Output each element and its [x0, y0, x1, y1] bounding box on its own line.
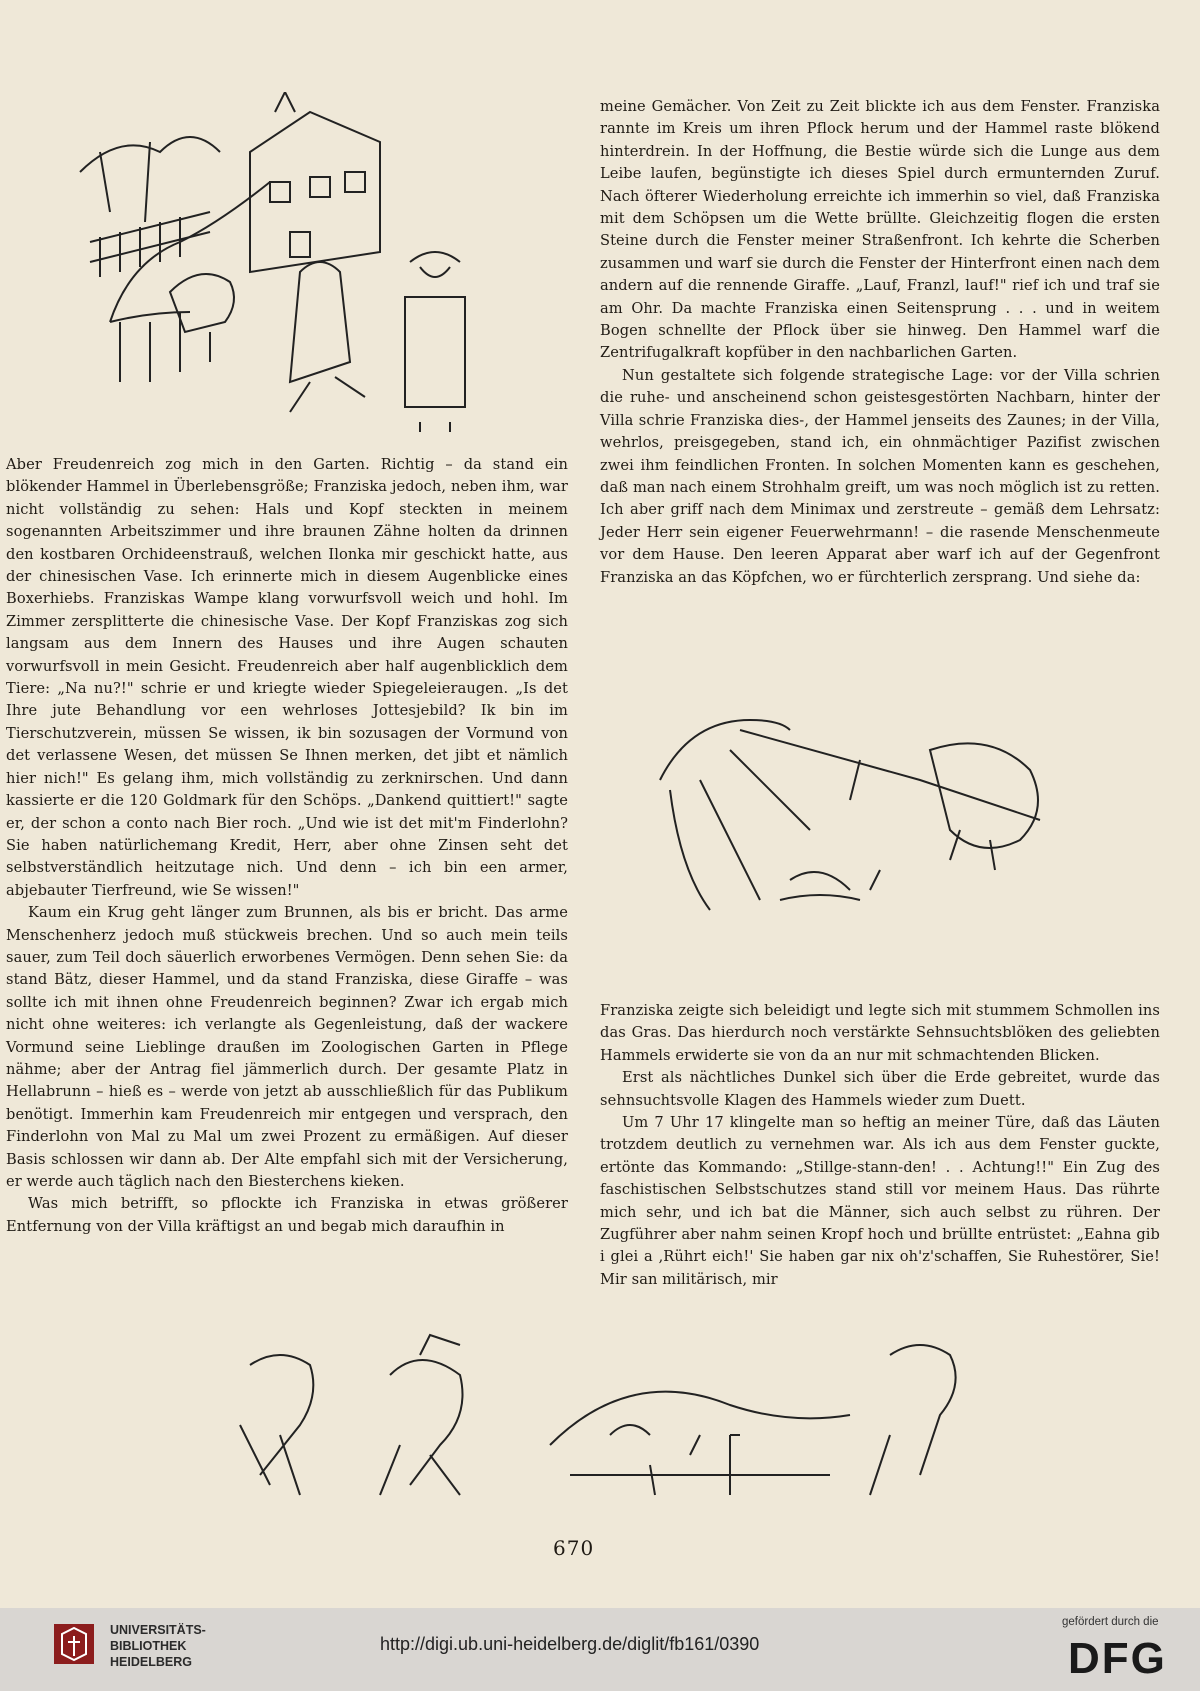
- column-right-upper: [600, 96, 1160, 589]
- sheep-sketch: [170, 274, 234, 362]
- man-kissing-sketch: [870, 1345, 956, 1495]
- paragraph: meine Gemächer. Von Zeit zu Zeit blickte ich aus dem Fenster. Franziska rannte im Kreis um ihren Pflock herum und der Hammel raste blökend hinterdrein. In der Hoffnung, die Bestie würde sich die Lunge aus dem Leibe laufen, begünstigte ich dieses Spiel durch ermunternden Zuruf. Nach öfterer Wiederholung erreichte ich immerhin so viel, daß Franziska mit dem Schöpsen um die Wette brüllte. Gleichzeitig flogen die ersten Steine durch die Fenster meiner Straßenfront. Ich kehrte die Scherben zusammen und warf sie durch die Fenster der Hinterfront einen nach dem andern auf die rennende Giraffe. „Lauf, Franzl, lauf!" rief ich und traf sie am Ohr. Da machte Franziska einen Seitensprung . . . und in weitem Bogen schnellte der Pflock über sie hinweg. Den Hammel warf die Zentrifugalkraft kopfüber in den nachbarlichen Garten.: [600, 98, 1160, 362]
- grass-splash-sketch: [780, 870, 880, 900]
- paragraph: Kaum ein Krug geht länger zum Brunnen, als bis er bricht. Das arme Menschenherz jedoch muß stückweis brechen. Und so auch mein teils sauer, zum Teil doch säuerlich erworbenes Vermögen. Denn sehen Sie: da stand Bätz, dieser Hammel, und da stand Franziska, diese Giraffe – was sollte ich mit ihnen ohne Freudenreich beginnen? Zwar ich ergab mich nicht ohne weiteres: ich verlangte als Gegenleistung, daß der wackere Vormund seine Lieblinge draußen im Zoologischen Garten in Pflege nähme; aber der Antrag fiel jämmerlich durch. Der gesamte Platz in Hellabrunn – hieß es – werde von jetzt ab ausschließlich für das Publikum benötigt. Immerhin kam Freudenreich mir entgegen und versprach, den Finderlohn von Mal zu Mal um zwei Prozent zu ermäßigen. Auf dieser Basis schlossen wir dann ab. Der Alte empfahl sich mit der Versicherung, er werde auch täglich nach den Biesterchens kieken.: [6, 904, 568, 1190]
- university-seal-icon[interactable]: [50, 1620, 98, 1668]
- paragraph: Um 7 Uhr 17 klingelte man so heftig an meiner Türe, daß das Läuten trotzdem deutlich zu vernehmen war. Als ich aus dem Fenster guckte, ertönte das Kommando: „Stillge-stann-den! . . Achtung!!" Ein Zug des faschistischen Selbstschutzes stand still vor meinem Haus. Das rührte mich sehr, und ich bat die Männer, sich auch selbst zu rühren. Der Zugführer aber nahm seinen Kropf hoch und brüllte entrüstet: „Eahna gib i glei a ‚Rührt eich!' Sie haben gar nix oh'z'schaffen, Sie Ruhestörer, Sie! Mir san militärisch, mir: [600, 1114, 1160, 1288]
- illustration-bottom-scene: [90, 1325, 1130, 1505]
- fence-sketch: [90, 212, 210, 277]
- giraffe-neck-sketch: [660, 720, 810, 910]
- column-right-lower: [600, 1000, 1160, 1291]
- man-with-rifle-sketch: [240, 1355, 313, 1495]
- library-name-line: UNIVERSITÄTS-: [110, 1623, 206, 1637]
- bottle-glass-sketch: [650, 1435, 740, 1495]
- rope-sketch: [740, 730, 1040, 820]
- dfg-logo[interactable]: DFG: [1068, 1634, 1167, 1683]
- illustration-giraffe-sheep: [630, 690, 1100, 950]
- paragraph: Erst als nächtliches Dunkel sich über die Erde gebreitet, wurde das sehnsuchtsvolle Klagen des Hammels wieder zum Duett.: [600, 1069, 1160, 1109]
- tree-sketch: [80, 137, 220, 222]
- library-name-line: HEIDELBERG: [110, 1655, 192, 1669]
- library-name[interactable]: [110, 1622, 206, 1670]
- paragraph: Was mich betrifft, so pflockte ich Franziska in etwas größerer Entfernung von der Villa kräftigst an und begab mich daraufhin in: [6, 1195, 568, 1235]
- illustration-villa-giraffe: [60, 92, 560, 432]
- funded-by-label: gefördert durch die: [1062, 1616, 1159, 1628]
- sheep-upside-down-sketch: [930, 743, 1038, 870]
- library-name-line: BIBLIOTHEK: [110, 1639, 187, 1653]
- page-number: 670: [553, 1536, 595, 1560]
- stake-sketch: [850, 760, 860, 800]
- paragraph: Franziska zeigte sich beleidigt und legte sich mit stummem Schmollen ins das Gras. Das hierdurch noch verstärkte Sehnsuchtsblöken des geliebten Hammels erwiderte sie von da an nur mit schmachtenden Blicken.: [600, 1002, 1160, 1064]
- hunter-with-hat-sketch: [380, 1335, 463, 1495]
- viewer-footer: [0, 1608, 1200, 1691]
- permalink-url[interactable]: http://digi.ub.uni-heidelberg.de/diglit/fb161/0390: [380, 1634, 760, 1654]
- paragraph: Aber Freudenreich zog mich in den Garten. Richtig – da stand ein blökender Hammel in Überlebensgröße; Franziska jedoch, neben ihm, war nicht vollständig zu sehen: Hals und Kopf steckten in meinem sogenannten Arbeitszimmer und ihre braunen Zähne holten da drinnen den kostbaren Orchideenstrauß, welchen Ilonka mir geschickt hatte, aus der chinesischen Vase. Ich erinnerte mich in diesem Augenblicke eines Boxerhiebs. Franziskas Wampe klang vorwurfsvoll weich und hohl. Im Zimmer zersplitterte die chinesische Vase. Der Kopf Franziskas zog sich langsam aus dem Innern des Hauses und ihre Augen schauten vorwurfsvoll in mein Gesicht. Freudenreich aber half augenblicklich dem Tiere: „Na nu?!" schrie er und kriegte wieder Spiegeleieraugen. „Is det Ihre jute Behandlung vor een wehrloses Jottesjebild? Ik bin im Tierschutzverein, müssen Se wissen, ik bin sozusagen der Vormund von det verlassene Wesen, det müssen Se Ihnen merken, det jibt et nämlich hier nich!" Es gelang ihm, mich vollständig zu zerknirschen. Und dann kassierte er die 120 Goldmark für den Schöps. „Dankend quittiert!" sagte er, der schon a conto nach Bier roch. „Und wie ist det mit'm Finderlohn? Sie haben natürlichemang Kredit, Herr, aber ohne Zinsen seht det selbstverständlich heitzutage nich. Und denn – ich bin een armer, abjebauter Tierfreund, wie Se wissen!": [6, 456, 568, 899]
- man-in-coat-sketch: [290, 262, 365, 412]
- paragraph: Nun gestaltete sich folgende strategische Lage: vor der Villa schrien die ruhe- und anscheinend schon geistesgestörten Nachbarn, hinter der Villa schrie Franziska dies-, der Hammel jenseits des Zaunes; in der Villa, wehrlos, preisgegeben, stand ich, ein ohnmächtiger Pazifist zwischen zwei ihm feindlichen Fronten. In solchen Momenten kann es geschehen, daß man nach einem Strohhalm greift, um was noch möglich ist zu retten. Ich aber griff nach dem Minimax und zerstreute – gemäß dem Lehrsatz: Jeder Herr sein eigener Feuerwehrmann! – die rasende Menschenmeute vor dem Hause. Den leeren Apparat aber warf ich auf der Gegenfront Franziska an das Köpfchen, wo er fürchterlich zersprang. Und siehe da:: [600, 366, 1160, 586]
- column-left-lower: [6, 454, 568, 1238]
- reclining-figures-sketch: [550, 1392, 850, 1475]
- official-in-uniform-sketch: [405, 252, 465, 432]
- giraffe-sketch: [110, 182, 270, 382]
